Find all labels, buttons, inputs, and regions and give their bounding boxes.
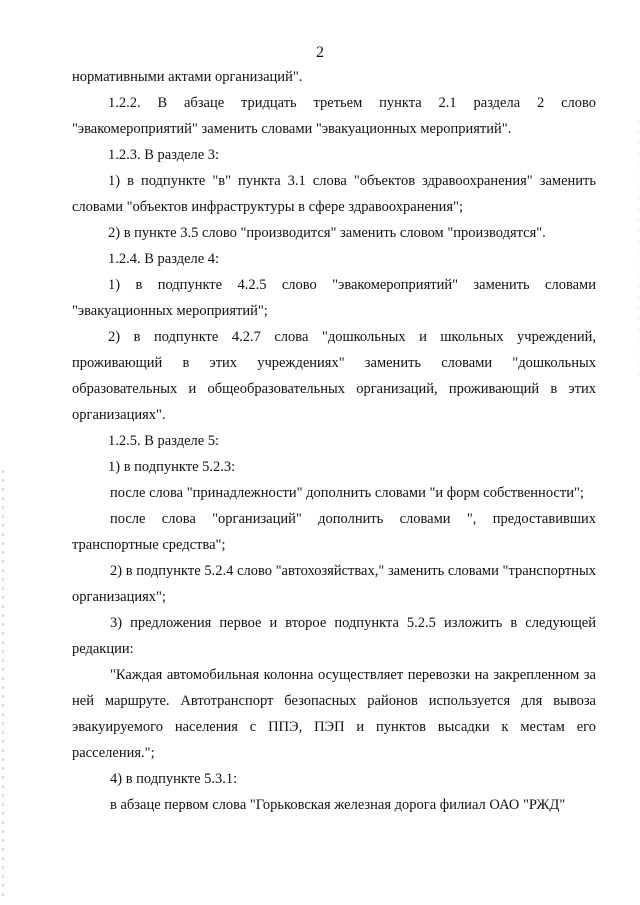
- paragraph-1-2-5-item-4: 4) в подпункте 5.3.1:: [110, 771, 238, 787]
- paragraph-1-2-5-item-3: 3) предложения первое и второе подпункта 5.2.5 изложить в следующей редакции:: [72, 615, 596, 657]
- paragraph-1-2-5-item-1-a: после слова "принадлежности" дополнить словами "и форм собственности";: [110, 485, 584, 501]
- scan-edge-artifact-right: [638, 120, 639, 380]
- scan-edge-artifact: [2, 470, 4, 900]
- paragraph-1-2-4-item-2: 2) в подпункте 4.2.7 слова "дошкольных и школьных учреждений, проживающий в этих учреждениях" заменить словами "дошкольных образовательных и общеобразовательных организаций, проживающий в этих организациях".: [72, 329, 596, 423]
- paragraph-1-2-5-item-1: 1) в подпункте 5.2.3:: [108, 459, 236, 475]
- paragraph-1-2-3-heading: 1.2.3. В разделе 3:: [108, 147, 220, 163]
- paragraph-1-2-3-item-2: 2) в пункте 3.5 слово "производится" заменить словом "производятся".: [108, 225, 546, 241]
- paragraph-1-2-5-item-1-b: после слова "организаций" дополнить словами ", предоставивших транспортные средства";: [72, 511, 596, 553]
- paragraph-1-2-5-item-2: 2) в подпункте 5.2.4 слово "автохозяйствах," заменить словами "транспортных организациях";: [72, 563, 596, 605]
- paragraph-quoted-text: "Каждая автомобильная колонна осуществляет перевозки на закрепленном за ней маршруте. Автотранспорт безопасных районов используется для вывоза эвакуируемого населения с ППЭ, ПЭП и пунктов высадки к местам его расселения.";: [72, 667, 596, 761]
- paragraph-1-2-2: 1.2.2. В абзаце тридцать третьем пункта 2.1 раздела 2 слово "эвакомероприятий" заменить словами "эвакуационных мероприятий".: [72, 95, 596, 137]
- paragraph-1-2-4-heading: 1.2.4. В разделе 4:: [108, 251, 220, 267]
- paragraph-1-2-3-item-1: 1) в подпункте "в" пункта 3.1 слова "объектов здравоохранения" заменить словами "объектов инфраструктуры в сфере здравоохранения";: [72, 173, 596, 215]
- paragraph-1-2-4-item-1: 1) в подпункте 4.2.5 слово "эвакомероприятий" заменить словами "эвакуационных мероприятий";: [72, 277, 596, 319]
- page-number: 2: [316, 44, 324, 61]
- document-body: [72, 64, 596, 818]
- paragraph-1-2-5-item-4-a: в абзаце первом слова "Горьковская железная дорога филиал ОАО "РЖД": [110, 797, 566, 813]
- paragraph-1-2-5-heading: 1.2.5. В разделе 5:: [108, 433, 220, 449]
- paragraph-continuation: нормативными актами организаций".: [72, 69, 303, 85]
